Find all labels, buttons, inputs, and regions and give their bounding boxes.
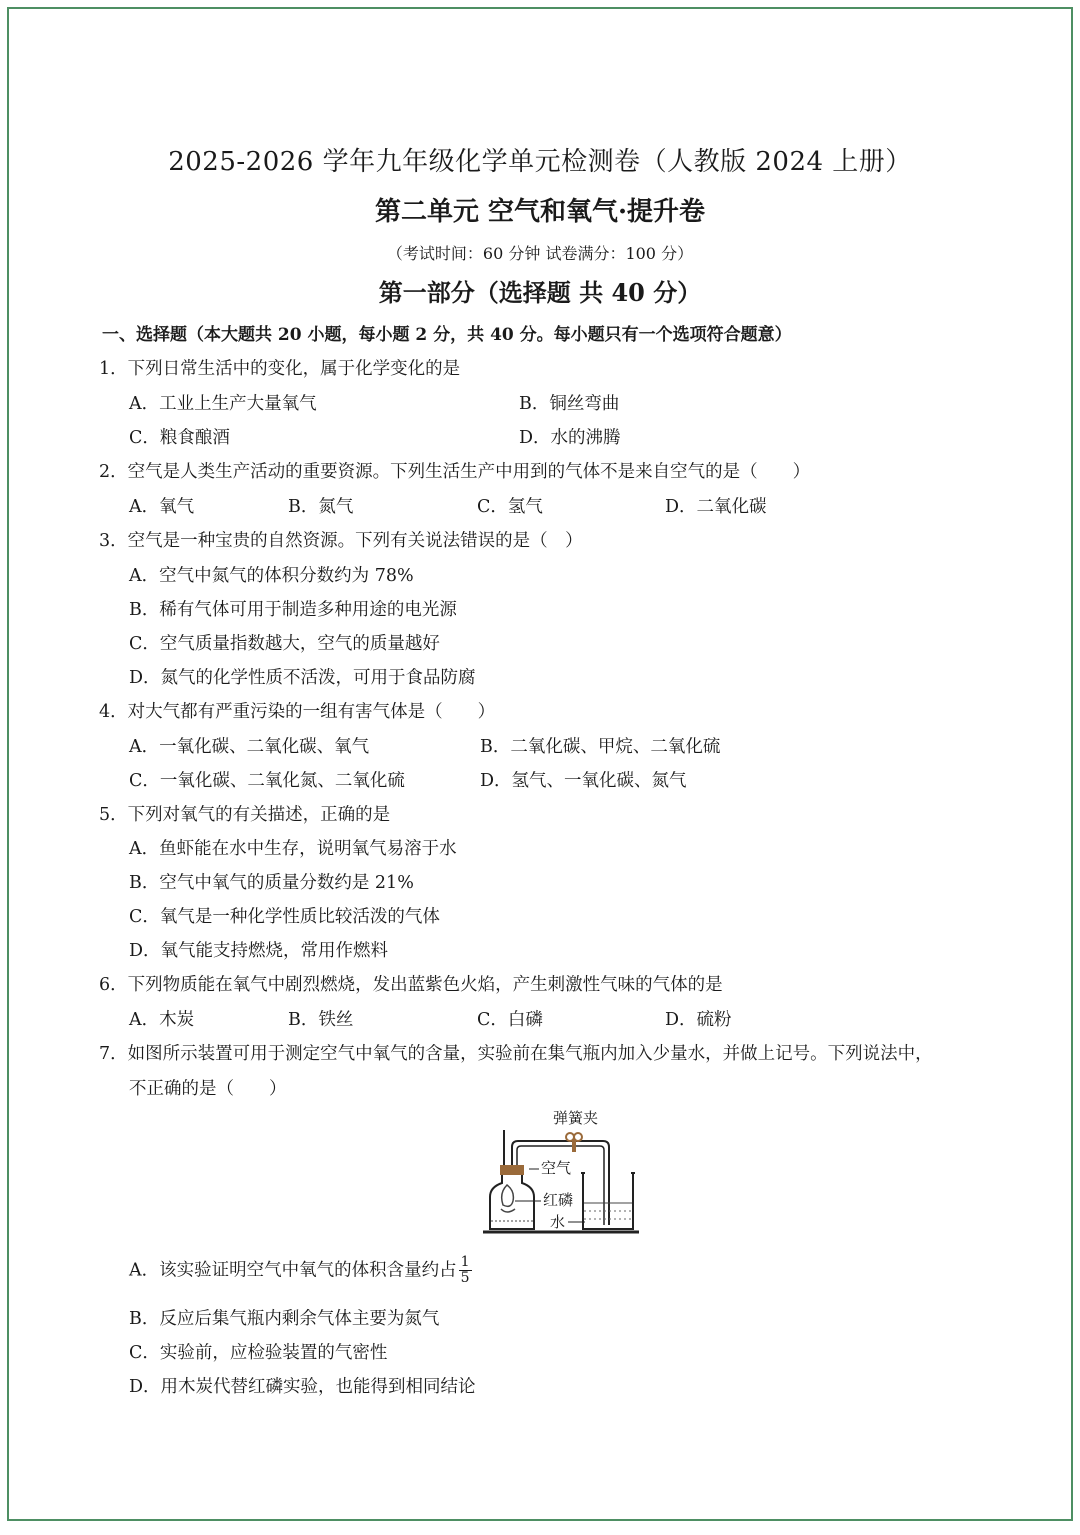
- exam-page: [7, 7, 1073, 1521]
- question-4-option-b: B．二氧化碳、甲烷、二氧化硫: [480, 737, 721, 757]
- question-7-option-a: [129, 1255, 472, 1287]
- question-1-option-b: B．铜丝弯曲: [519, 394, 620, 414]
- cork-stopper: [500, 1165, 524, 1175]
- phosphorus-label: 红磷: [543, 1193, 574, 1209]
- question-7-stem: 7．如图所示装置可用于测定空气中氧气的含量，实验前在集气瓶内加入少量水，并做上记号。下列说法中，: [99, 1044, 933, 1064]
- question-7-stem-cont: 不正确的是（ ）: [129, 1079, 287, 1099]
- unit-subtitle: 第二单元 空气和氧气·提升卷: [374, 197, 706, 227]
- question-4-option-c: C．一氧化碳、二氧化氮、二氧化硫: [129, 771, 405, 791]
- question-5-option-d: D．氧气能支持燃烧，常用作燃料: [129, 941, 389, 961]
- glass-tube-inner: [517, 1146, 604, 1225]
- section-heading: 一、选择题（本大题共 20 小题，每小题 2 分，共 40 分。每小题只有一个选项符合题意）: [102, 325, 792, 345]
- water-label: 水: [550, 1215, 566, 1231]
- question-5-option-c: C．氧气是一种化学性质比较活泼的气体: [129, 907, 440, 927]
- question-1-option-a: A．工业上生产大量氧气: [129, 394, 317, 414]
- question-7-option-c: C．实验前，应检验装置的气密性: [129, 1343, 388, 1363]
- question-4-stem: 4．对大气都有严重污染的一组有害气体是（ ）: [99, 702, 496, 722]
- question-1-option-c: C．粮食酿酒: [129, 428, 230, 448]
- question-4-option-a: A．一氧化碳、二氧化碳、氧气: [129, 737, 370, 757]
- exam-info: （考试时间：60 分钟 试卷满分：100 分）: [386, 244, 694, 263]
- question-6-option-c: C．白磷: [477, 1010, 543, 1030]
- question-4-option-d: D．氢气、一氧化碳、氮气: [480, 771, 687, 791]
- question-1-option-d: D．水的沸腾: [519, 428, 621, 448]
- question-2-option-a: A．氧气: [129, 497, 195, 517]
- question-1-stem: 1．下列日常生活中的变化，属于化学变化的是: [99, 359, 461, 379]
- air-label: 空气: [541, 1161, 572, 1177]
- fraction-numerator: 1: [460, 1254, 470, 1270]
- part-heading: 第一部分（选择题 共 40 分）: [378, 278, 702, 307]
- question-6-option-d: D．硫粉: [665, 1010, 732, 1030]
- fraction-denominator: 5: [460, 1270, 470, 1287]
- question-6-stem: 6．下列物质能在氧气中剧烈燃烧，发出蓝紫色火焰，产生刺激性气味的气体的是: [99, 975, 723, 995]
- question-5-option-b: B．空气中氧气的质量分数约是 21%: [129, 873, 414, 893]
- question-5-stem: 5．下列对氧气的有关描述，正确的是: [99, 805, 391, 825]
- question-7-option-a-text: A．该实验证明空气中氧气的体积含量约占: [129, 1260, 457, 1281]
- question-2-stem: 2．空气是人类生产活动的重要资源。下列生活生产中用到的气体不是来自空气的是（ ）: [99, 462, 811, 482]
- question-3-option-a: A．空气中氮气的体积分数约为 78%: [129, 566, 414, 586]
- question-3-option-c: C．空气质量指数越大，空气的质量越好: [129, 634, 440, 654]
- glass-tube: [512, 1141, 609, 1225]
- question-7-option-d: D．用木炭代替红磷实验，也能得到相同结论: [129, 1377, 476, 1397]
- question-3-stem: 3．空气是一种宝贵的自然资源。下列有关说法错误的是（ ）: [99, 531, 583, 551]
- question-3-option-b: B．稀有气体可用于制造多种用途的电光源: [129, 600, 457, 620]
- question-6-option-b: B．铁丝: [288, 1010, 354, 1030]
- clamp-label: 弹簧夹: [553, 1111, 599, 1127]
- flame-icon: [502, 1185, 514, 1206]
- apparatus-diagram: [477, 1105, 647, 1245]
- question-6-option-a: A．木炭: [129, 1010, 195, 1030]
- question-2-option-d: D．二氧化碳: [665, 497, 767, 517]
- question-5-option-a: A．鱼虾能在水中生存，说明氧气易溶于水: [129, 839, 457, 859]
- exam-title: 2025-2026 学年九年级化学单元检测卷（人教版 2024 上册）: [168, 147, 912, 177]
- question-7-option-b: B．反应后集气瓶内剩余气体主要为氮气: [129, 1309, 440, 1329]
- question-2-option-c: C．氢气: [477, 497, 543, 517]
- fraction-one-fifth: [459, 1255, 472, 1287]
- spring-clamp-icon: [566, 1133, 574, 1141]
- question-3-option-d: D．氮气的化学性质不活泼，可用于食品防腐: [129, 668, 476, 688]
- combustion-spoon: [501, 1209, 515, 1212]
- question-2-option-b: B．氮气: [288, 497, 354, 517]
